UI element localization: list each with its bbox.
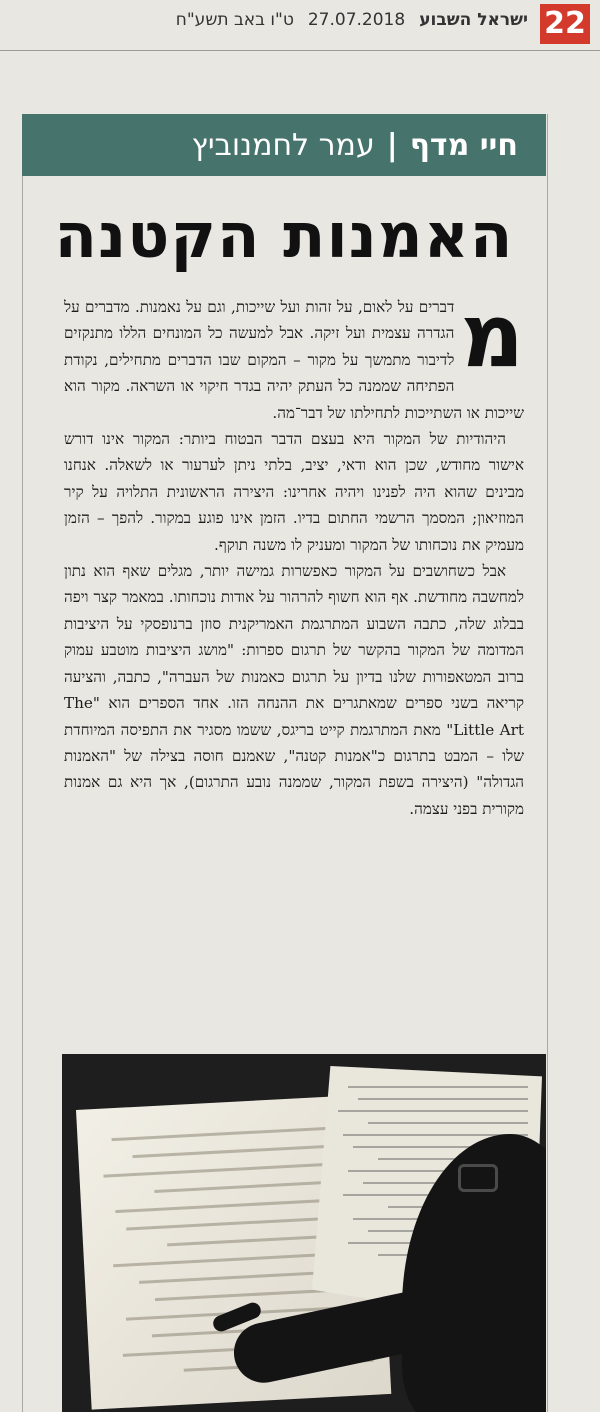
drop-cap: מ — [460, 284, 524, 387]
article-body — [64, 284, 525, 822]
page-header — [0, 0, 600, 50]
article-photo — [62, 1054, 546, 1412]
column-name: חיי מדף — [409, 127, 518, 163]
banner-separator: | — [386, 127, 398, 163]
article-paragraph: אבל כשחושבים על המקור כאפשרות גמישה יותר, מגלים שאף הוא נתון למחשבה מחודשת. אף הוא חשוף להרהור על אודות נוכחותו. במאמר קצר ויפה בבלוג שלה, כתבה השבוע המתרגמת האמריקנית סוזן ברנופסקי על היציבות המדומה של המקור בהקשר של תרגום ספרות: "מושג היציבות מוטבע עמוק ברוב המטאפורות שלנו בדיון על תרגום כאמנות של העברה", כתבה, והציעה קריאה בשני ספרים שמאתגרים את ההנחה הזו. אחד הספרים הוא "The Little Art" מאת המתרגמת קייט בריגס, ששמו מסגיר את התפיסה המיוחדת שלו – המבט בתרגום כ"אמנות קטנה", שאמנם חוסה בצילה של "האמנות הגדולה" (היצירה בשפת המקור, שממנה נובע התרגום), אך היא גם אמנות מקורית בפני עצמה. — [64, 562, 525, 818]
author-name: עמר לחמנוביץ — [191, 127, 375, 163]
hebrew-date: ט"ו באב תשע"ח — [175, 10, 294, 30]
header-info — [176, 10, 528, 30]
header-divider — [0, 50, 600, 51]
publication-name: ישראל השבוע — [419, 10, 528, 30]
column-banner — [22, 114, 546, 176]
page-number: 22 — [540, 4, 590, 44]
glasses-icon — [458, 1164, 498, 1192]
issue-date: 27.07.2018 — [307, 10, 406, 30]
paragraph-text: דברים על לאום, על זהות ועל שייכות, וגם על נאמנות. מדברים על הגדרה עצמית ועל זיקה. אבל למעשה כל המונחים הללו מתנקזים לדיבור מתמשך על מקור – המקום שבו הדברים מתחילים, נקודת הפתיחה שממנה כל העתק יהיה בגדר חיקוי או השראה. מקור הוא שייכות או השתייכות לתחילתו של דבר־מה. — [64, 298, 524, 422]
article-paragraph: היהודיות של המקור היא בעצם הדבר הבטוח ביותר: המקור אינו דורש אישור מחודש, שכן הוא ודאי, יציב, בלתי ניתן לערעור או לשאלה. אנחנו מבינים שהוא היה לפנינו ויהיה אחרינו: היצירה הראשונית התלויה על קיר המוזיאון; המסמך הרשמי החתום בדיו. הזמן אינו פוגע במקור. להפך – הזמן מעמיק את נוכחותו של המקור ומעניק לו משנה תוקף. — [64, 430, 524, 554]
article-paragraph — [64, 284, 524, 426]
article-title: האמנות הקטנה — [54, 199, 514, 272]
